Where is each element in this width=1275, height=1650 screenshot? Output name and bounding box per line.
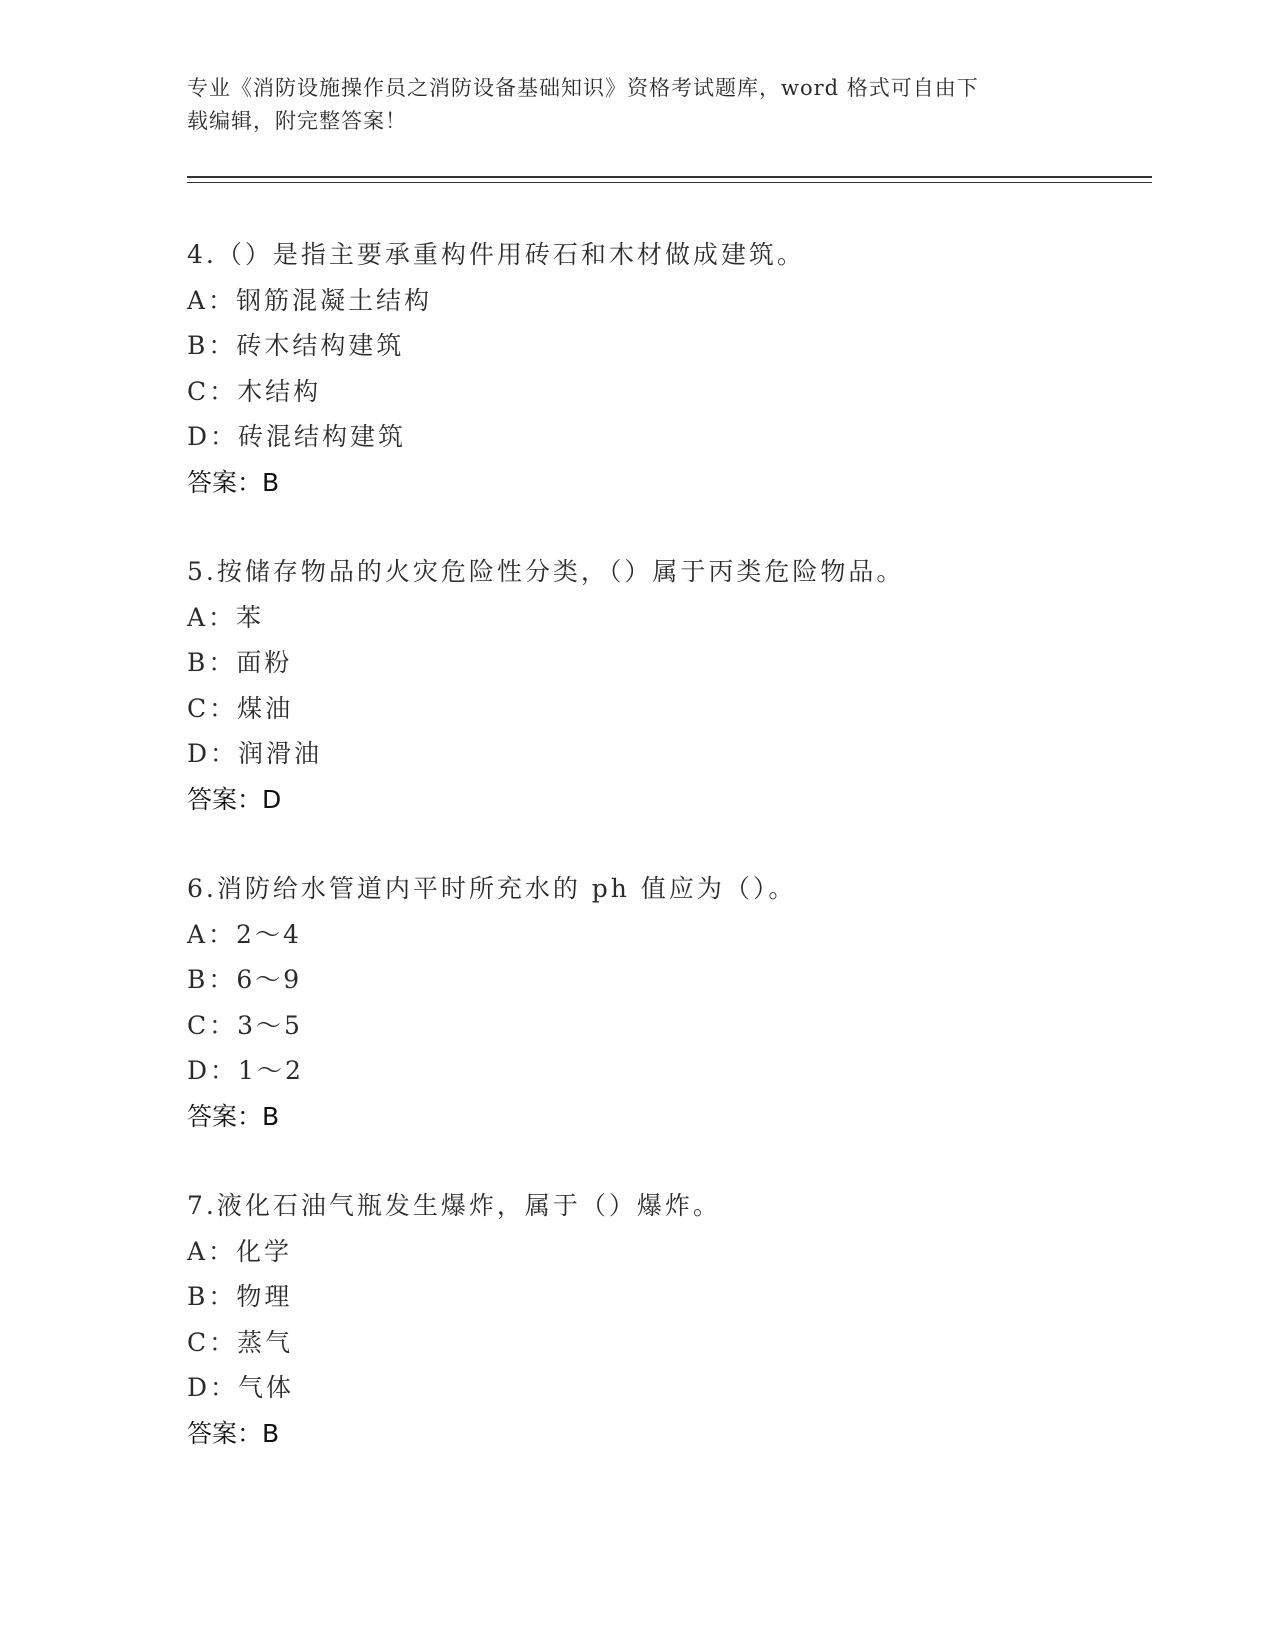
- document-header: [187, 72, 1067, 138]
- option-c: C：3～5: [187, 1010, 303, 1040]
- question-spacer: [187, 822, 1152, 866]
- answer-line: 答案：B: [187, 1101, 280, 1131]
- option-d: D：1～2: [187, 1056, 304, 1085]
- question-7: [187, 1183, 1152, 1456]
- question-stem: 7.液化石油气瓶发生爆炸，属于（）爆炸。: [187, 1191, 721, 1220]
- option-d: D：砖混结构建筑: [187, 422, 407, 451]
- answer-line: 答案：B: [187, 1418, 280, 1448]
- answer-line: 答案：B: [187, 467, 280, 497]
- question-spacer: [187, 1139, 1152, 1183]
- option-b: B：砖木结构建筑: [187, 331, 405, 360]
- option-d: D：润滑油: [187, 739, 323, 768]
- header-divider-thin: [187, 182, 1152, 183]
- question-5: [187, 549, 1152, 822]
- question-stem: 4.（）是指主要承重构件用砖石和木材做成建筑。: [187, 240, 805, 269]
- question-6: [187, 866, 1152, 1139]
- option-b: B：物理: [187, 1282, 293, 1311]
- question-4: [187, 232, 1152, 505]
- option-a: A：钢筋混凝土结构: [187, 285, 433, 315]
- question-stem: 6.消防给水管道内平时所充水的 ph 值应为（）。: [187, 874, 797, 903]
- option-b: B：面粉: [187, 648, 293, 677]
- header-line-1: 专业《消防设施操作员之消防设备基础知识》资格考试题库，word 格式可自由下: [187, 76, 979, 100]
- header-line-2: 载编辑，附完整答案！: [187, 109, 407, 133]
- option-c: C：煤油: [187, 693, 294, 723]
- header-divider-thick: [187, 176, 1152, 178]
- question-stem: 5.按储存物品的火灾危险性分类，（）属于丙类危险物品。: [187, 557, 905, 586]
- option-d: D：气体: [187, 1373, 295, 1402]
- answer-line: 答案：D: [187, 784, 282, 814]
- question-list: [187, 232, 1152, 1456]
- question-spacer: [187, 505, 1152, 549]
- option-a: A：苯: [187, 602, 265, 632]
- option-a: A：2～4: [187, 919, 302, 949]
- option-c: C：木结构: [187, 376, 322, 406]
- option-b: B：6～9: [187, 965, 303, 994]
- option-c: C：蒸气: [187, 1327, 294, 1357]
- option-a: A：化学: [187, 1236, 293, 1266]
